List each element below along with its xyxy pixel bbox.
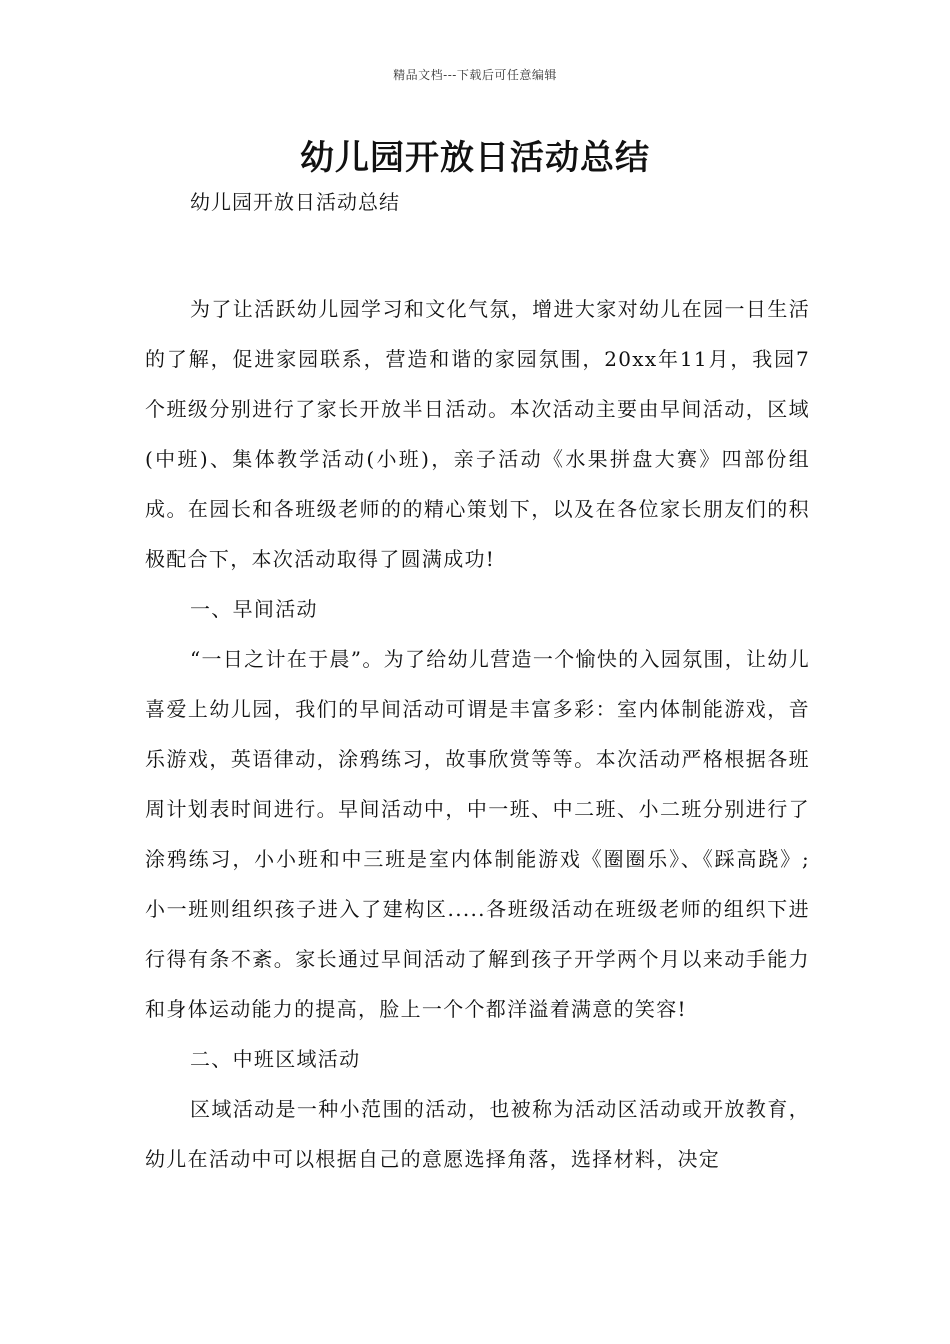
paragraph-intro: 为了让活跃幼儿园学习和文化气氛，增进大家对幼儿在园一日生活的了解，促进家园联系，营造和谐的家园氛围，20xx年11月，我园7个班级分别进行了家长开放半日活动。本次活动主要由早间活动，区域(中班)、集体教学活动(小班)，亲子活动《水果拼盘大赛》四部份组成。在园长和各班级老师的的精心策划下，以及在各位家长朋友们的积极配合下，本次活动取得了圆满成功!	[145, 297, 810, 571]
document-subtitle: 幼儿园开放日活动总结	[190, 190, 400, 214]
paragraph-morning-activity: “一日之计在于晨”。为了给幼儿营造一个愉快的入园氛围，让幼儿喜爱上幼儿园，我们的早间活动可谓是丰富多彩：室内体制能游戏，音乐游戏，英语律动，涂鸦练习，故事欣赏等等。本次活动严格根据各班周计划表时间进行。早间活动中，中一班、中二班、小二班分别进行了涂鸦练习，小小班和中三班是室内体制能游戏《圈圈乐》、《踩高跷》;小一班则组织孩子进入了建构区.....各班级活动在班级老师的组织下进行得有条不紊。家长通过早间活动了解到孩子开学两个月以来动手能力和身体运动能力的提高，脸上一个个都洋溢着满意的笑容!	[145, 647, 810, 1021]
document-title: 幼儿园开放日活动总结	[300, 138, 650, 178]
header-note: 精品文档---下载后可任意编辑	[393, 68, 557, 82]
section-heading-area: 二、中班区域活动	[190, 1047, 361, 1071]
paragraph-area-activity: 区域活动是一种小范围的活动，也被称为活动区活动或开放教育，幼儿在活动中可以根据自己的意愿选择角落，选择材料，决定	[145, 1097, 810, 1171]
section-heading-morning: 一、早间活动	[190, 597, 318, 621]
document-body	[145, 284, 810, 1184]
